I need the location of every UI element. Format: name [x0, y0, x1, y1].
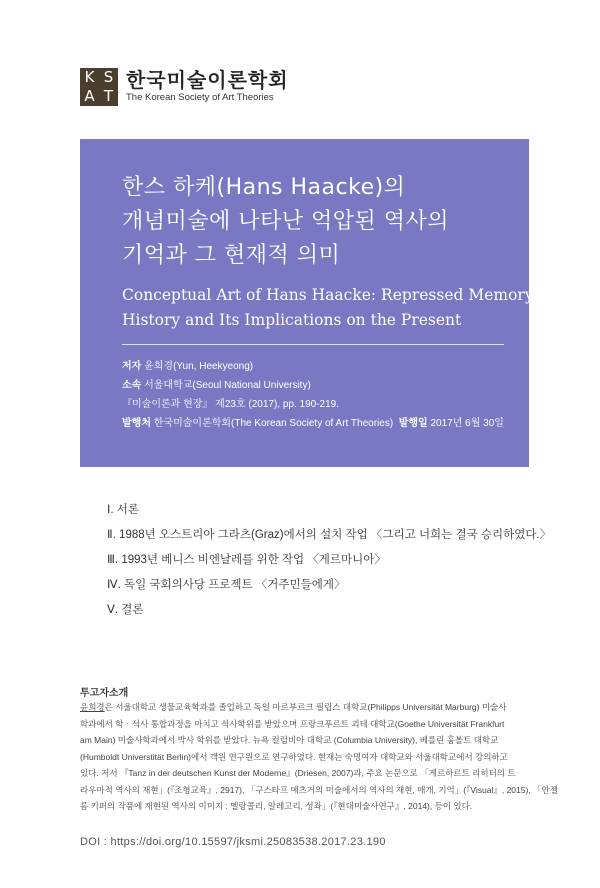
logo-letter: K [84, 68, 95, 86]
society-name-en: The Korean Society of Art Theories [126, 92, 274, 103]
bio-line: 있다. 저서 『Tanz in der deutschen Kunst der Moderne』(Driesen, 2007)과, 주요 논문으로 「게르하르트 리히터의 트 [80, 768, 516, 778]
affiliation-label: 소속 [122, 380, 142, 391]
society-name-ko: 한국미술이론학회 [126, 68, 289, 92]
publisher-row [122, 414, 504, 433]
title-ko-line: 기억과 그 현재적 의미 [122, 243, 341, 268]
toc-item: Ⅳ. 독일 국회의사당 프로젝트 〈거주민들에게〉 [107, 579, 346, 591]
author-label: 저자 [122, 361, 142, 372]
publisher-label: 발행처 [122, 418, 151, 429]
title-ko-line: 개념미술에 나타난 억압된 역사의 [122, 209, 450, 234]
article-metadata [122, 357, 504, 433]
title-english [122, 283, 554, 333]
date-value: 2017년 6월 30일 [430, 418, 504, 429]
logo-letter: S [103, 68, 114, 86]
toc-item: Ⅰ. 서론 [107, 504, 139, 516]
bio-line [80, 699, 535, 716]
bio-first-line: 은 서울대학교 생물교육학과를 졸업하고 독일 마르부르크 필립스 대학교(Philipps Universität Marburg) 미술사 [104, 702, 507, 712]
title-ko-line: 한스 하케(Hans Haacke)의 [122, 175, 406, 200]
publisher-value: 한국미술이론학회(The Korean Society of Art Theories) [153, 418, 394, 429]
toc-item: Ⅱ. 1988년 오스트리아 그라츠(Graz)에서의 설치 작업 〈그리고 너희는 결국 승리하였다.〉 [107, 529, 552, 541]
title-en-line: History and Its Implications on the Present [122, 311, 462, 329]
bio-line: (Humboldt Universtität Berlin)에서 객원 연구원으로 연구하였다. 현재는 숙명여자 대학교와 서울대학교에서 강의하고 [80, 751, 508, 762]
bio-line: 름 키퍼의 작품에 재현된 역사의 이미지 : 멜랑콜리, 알레고리, 성좌」(『현대미술사연구』, 2014), 등이 있다. [80, 801, 473, 811]
date-label: 발행일 [398, 418, 428, 429]
contributor-heading: 투고자소개 [80, 688, 129, 699]
author-row [122, 357, 504, 376]
bio-line: 라우마적 역사의 재현」(『조형교육』, 2917), 「구스타프 메츠거의 미술에서의 역사의 재현, 매개, 기억」(『Visual』, 2015), 「안젤 [80, 784, 558, 795]
title-panel [80, 139, 554, 467]
bio-line: 학과에서 학‧석사 통합과정을 마치고 석사학위를 받았으며 프랑크푸르트 괴테 대학교(Goethe Universität Frankfurt [80, 718, 505, 729]
title-en-line: Conceptual Art of Hans Haacke: Repressed Memory of [122, 286, 554, 304]
ksat-logo-mark [80, 68, 118, 106]
title-korean [122, 171, 522, 273]
toc-item: Ⅲ. 1993년 베니스 비엔날레를 위한 작업 〈게르마니아〉 [107, 554, 386, 566]
author-value: 윤희경(Yun, Heekyeong) [144, 361, 254, 372]
source-row: 『미술이론과 현장』 제23호 (2017), pp. 190-219. [122, 399, 340, 410]
affiliation-value: 서울대학교(Seoul National University) [144, 380, 311, 391]
logo-letter: T [103, 87, 114, 105]
author-name: 윤희경 [80, 702, 105, 712]
society-logo [80, 68, 289, 106]
logo-text [126, 69, 289, 105]
bio-line: am Main) 미술사학과에서 박사 학위를 받았다. 뉴욕 컬럼비아 대학교 (Columbia University), 베를린 훔볼트 대학교 [80, 735, 499, 745]
doi-link[interactable]: DOI : https://doi.org/10.15597/jksmi.25083538.2017.23.190 [80, 836, 386, 848]
affiliation-row [122, 376, 504, 395]
divider [122, 344, 504, 345]
table-of-contents [107, 498, 551, 623]
logo-letter: A [84, 87, 95, 105]
toc-item: Ⅴ. 결론 [107, 604, 144, 616]
contributor-bio [80, 699, 558, 815]
